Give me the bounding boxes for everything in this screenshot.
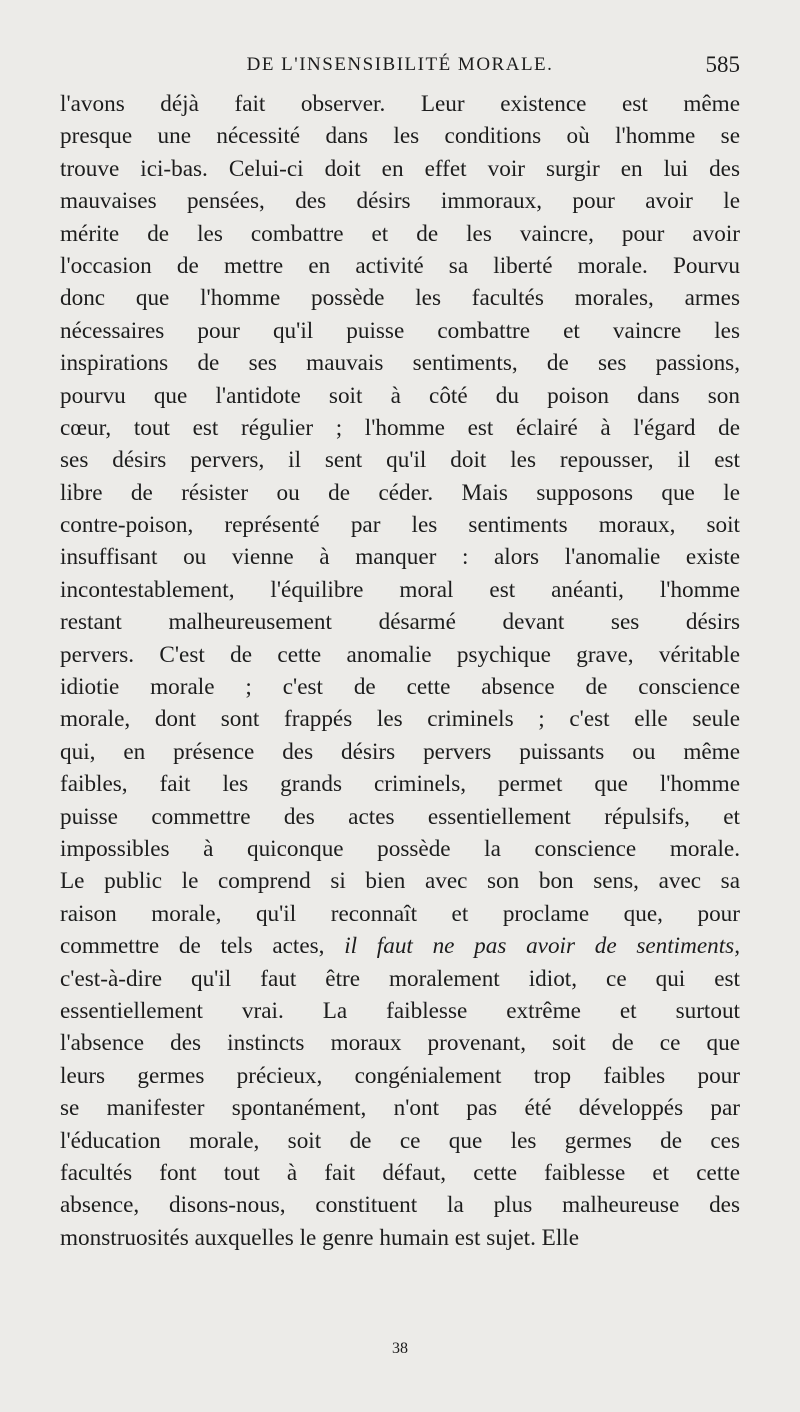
text-line-segment: commettre de tels actes,: [60, 933, 345, 960]
page-number: 585: [705, 52, 740, 77]
text-line: libre de résister ou de céder. Mais supposons que le: [60, 479, 740, 506]
text-line: l'occasion de mettre en activité sa liberté morale. Pourvu: [60, 252, 740, 279]
text-line: pourvu que l'antidote soit à côté du poison dans son: [60, 382, 740, 409]
text-line: presque une nécessité dans les conditions où l'homme se: [60, 123, 740, 150]
text-line: faibles, fait les grands criminels, permet que l'homme: [60, 771, 740, 798]
text-line: monstruosités auxquelles le genre humain est sujet. Elle: [60, 1224, 580, 1251]
text-line: impossibles à quiconque possède la conscience morale.: [60, 835, 740, 862]
text-line: l'éducation morale, soit de ce que les germes de ces: [60, 1127, 740, 1154]
text-line: leurs germes précieux, congénialement trop faibles pour: [60, 1062, 740, 1089]
text-line: se manifester spontanément, n'ont pas été développés par: [60, 1095, 740, 1122]
text-line: idiotie morale ; c'est de cette absence de conscience: [60, 674, 740, 701]
text-line: qui, en présence des désirs pervers puissants ou même: [60, 738, 740, 765]
text-line: l'avons déjà fait observer. Leur existence est même: [60, 91, 740, 117]
text-line: ses désirs pervers, il sent qu'il doit les repousser, il est: [60, 447, 740, 474]
text-line: absence, disons-nous, constituent la plus malheureuse des: [60, 1192, 740, 1219]
running-head: [60, 50, 740, 80]
text-line: insuffisant ou vienne à manquer : alors l'anomalie existe: [60, 544, 740, 571]
text-line: l'absence des instincts moraux provenant, soit de ce que: [60, 1030, 740, 1057]
text-line: donc que l'homme possède les facultés morales, armes: [60, 285, 740, 312]
text-line: trouve ici-bas. Celui-ci doit en effet voir surgir en lui des: [60, 155, 740, 182]
text-line: restant malheureusement désarmé devant ses désirs: [60, 609, 740, 636]
text-line: c'est-à-dire qu'il faut être moralement idiot, ce qui est: [60, 965, 740, 992]
italic-emphasis: il faut ne pas avoir de sentiments,: [344, 933, 740, 960]
signature-mark: 38: [392, 1340, 408, 1357]
text-line: incontestablement, l'équilibre moral est anéanti, l'homme: [60, 576, 740, 603]
text-line: mauvaises pensées, des désirs immoraux, pour avoir le: [60, 188, 740, 215]
text-line: mérite de les combattre et de les vaincre, pour avoir: [60, 220, 740, 247]
text-line: Le public le comprend si bien avec son bon sens, avec sa: [60, 868, 740, 895]
text-line: puisse commettre des actes essentiellement répulsifs, et: [60, 803, 740, 830]
text-line: nécessaires pour qu'il puisse combattre et vaincre les: [60, 317, 740, 344]
text-line: contre-poison, représenté par les sentiments moraux, soit: [60, 512, 740, 539]
text-line: [60, 930, 740, 962]
text-line: morale, dont sont frappés les criminels ; c'est elle seule: [60, 706, 740, 733]
text-line: raison morale, qu'il reconnaît et proclame que, pour: [60, 900, 740, 927]
body-text: [60, 88, 740, 1254]
text-line: pervers. C'est de cette anomalie psychique grave, véritable: [60, 641, 740, 668]
text-line: essentiellement vrai. La faiblesse extrême et surtout: [60, 997, 740, 1024]
text-line: inspirations de ses mauvais sentiments, de ses passions,: [60, 350, 740, 377]
text-line: facultés font tout à fait défaut, cette faiblesse et cette: [60, 1159, 740, 1186]
running-title: DE L'INSENSIBILITÉ MORALE.: [246, 54, 554, 75]
text-line: cœur, tout est régulier ; l'homme est éclairé à l'égard de: [60, 414, 740, 441]
